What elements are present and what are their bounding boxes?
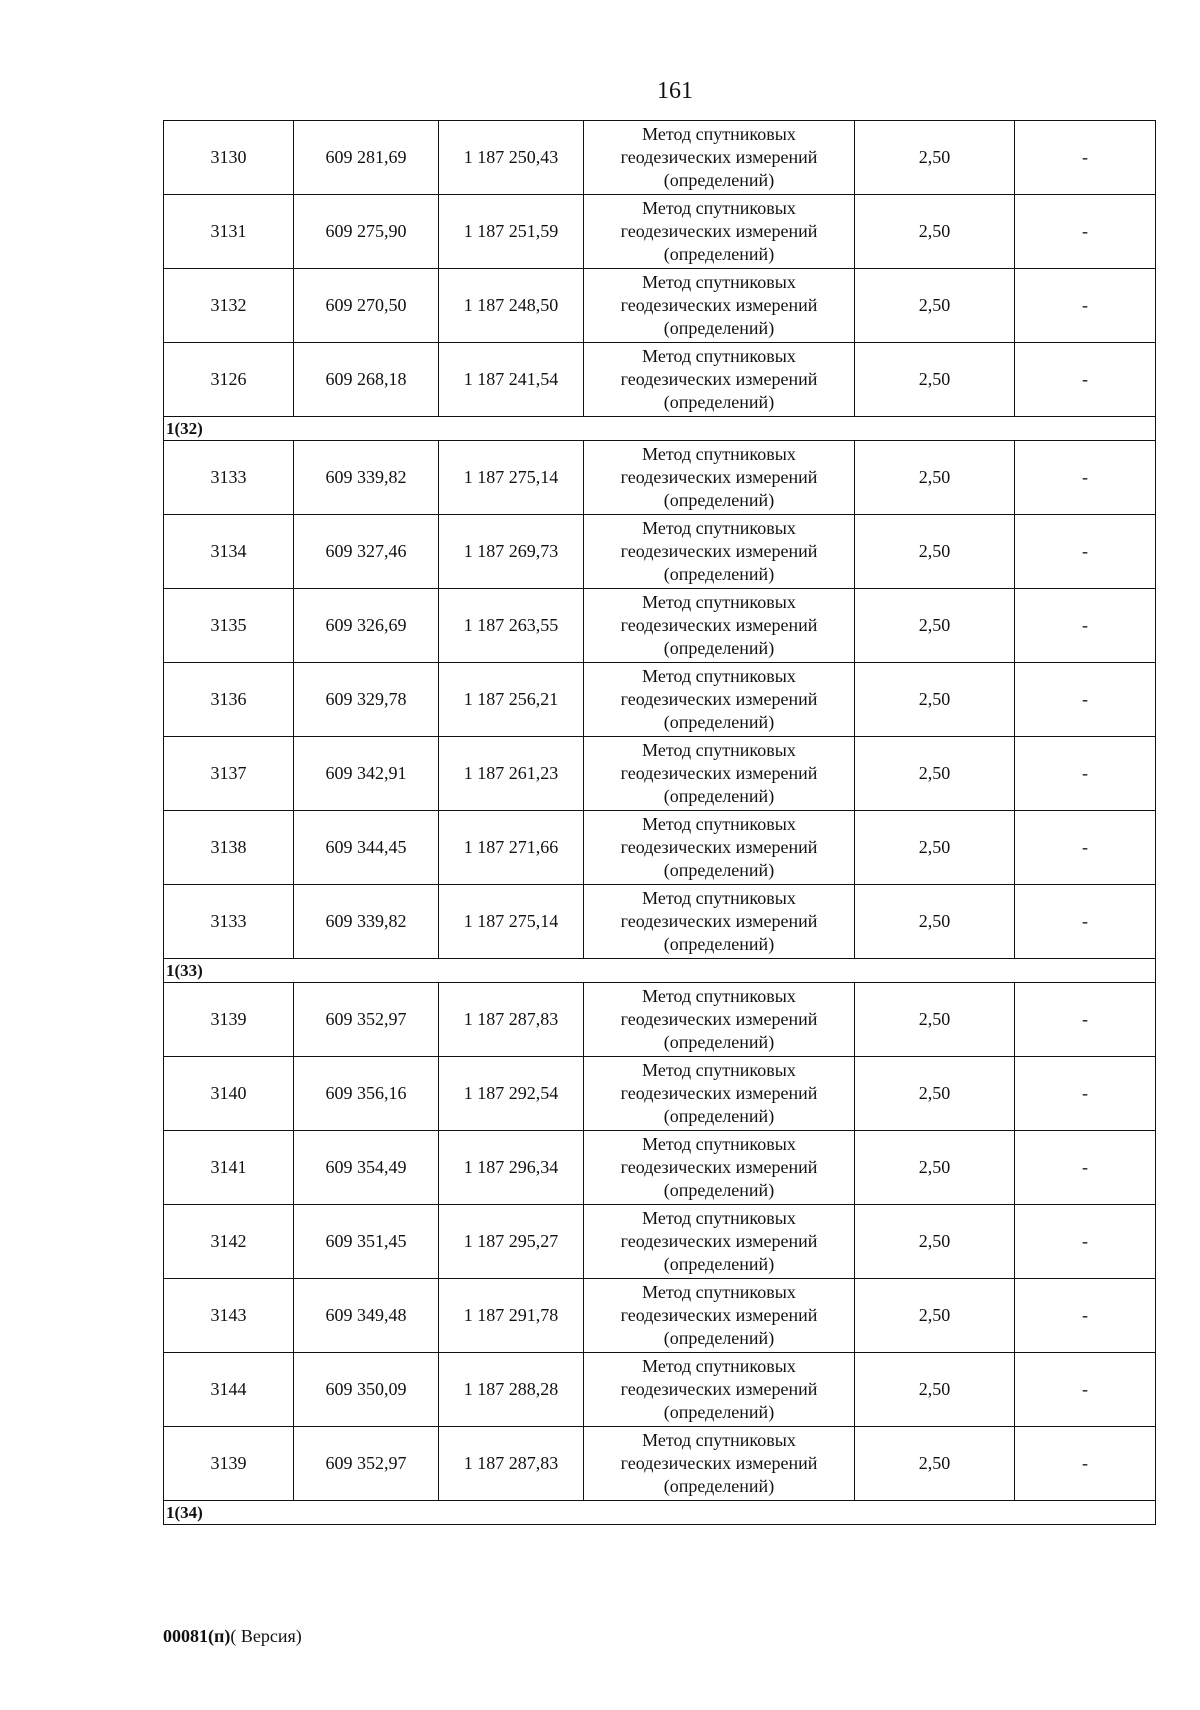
method-line: (определений) [663,1106,775,1126]
table-row [164,983,1156,1057]
contour-label: 1(34) [164,1501,1156,1525]
y-coordinate-cell: 1 187 295,27 [439,1205,584,1279]
table-row [164,269,1156,343]
accuracy-cell: 2,50 [855,1205,1015,1279]
method-cell [584,343,855,417]
point-id-cell: 3140 [164,1057,294,1131]
point-id-cell: 3143 [164,1279,294,1353]
point-id-cell: 3136 [164,663,294,737]
table-row [164,1279,1156,1353]
page-number: 161 [657,78,693,104]
note-cell: - [1015,1205,1156,1279]
method-line: Метод спутниковых [642,198,796,218]
method-line: (определений) [663,564,775,584]
method-cell [584,1205,855,1279]
x-coordinate-cell: 609 339,82 [294,885,439,959]
x-coordinate-cell: 609 327,46 [294,515,439,589]
footer-version: ( Версия) [230,1626,302,1646]
accuracy-cell: 2,50 [855,1131,1015,1205]
method-line: геодезических измерений [620,1083,818,1103]
x-coordinate-cell: 609 350,09 [294,1353,439,1427]
contour-label: 1(32) [164,417,1156,441]
x-coordinate-cell: 609 268,18 [294,343,439,417]
method-cell [584,121,855,195]
contour-label: 1(33) [164,959,1156,983]
accuracy-cell: 2,50 [855,737,1015,811]
method-line: геодезических измерений [620,1231,818,1251]
method-line: геодезических измерений [620,1305,818,1325]
point-id-cell: 3139 [164,1427,294,1501]
note-cell: - [1015,195,1156,269]
x-coordinate-cell: 609 342,91 [294,737,439,811]
contour-header-row [164,417,1156,441]
y-coordinate-cell: 1 187 263,55 [439,589,584,663]
accuracy-cell: 2,50 [855,1427,1015,1501]
y-coordinate-cell: 1 187 269,73 [439,515,584,589]
x-coordinate-cell: 609 270,50 [294,269,439,343]
accuracy-cell: 2,50 [855,269,1015,343]
method-line: (определений) [663,712,775,732]
table-row [164,441,1156,515]
x-coordinate-cell: 609 354,49 [294,1131,439,1205]
method-line: (определений) [663,638,775,658]
point-id-cell: 3133 [164,885,294,959]
coordinates-table [163,120,1156,1525]
accuracy-cell: 2,50 [855,885,1015,959]
accuracy-cell: 2,50 [855,811,1015,885]
note-cell: - [1015,1279,1156,1353]
method-line: Метод спутниковых [642,1356,796,1376]
table-row [164,885,1156,959]
note-cell: - [1015,1057,1156,1131]
accuracy-cell: 2,50 [855,441,1015,515]
note-cell: - [1015,737,1156,811]
table-row [164,811,1156,885]
table-row [164,121,1156,195]
y-coordinate-cell: 1 187 296,34 [439,1131,584,1205]
document-footer [163,1626,302,1647]
table-row [164,737,1156,811]
method-line: (определений) [663,392,775,412]
method-cell [584,589,855,663]
table-row [164,663,1156,737]
y-coordinate-cell: 1 187 251,59 [439,195,584,269]
method-line: Метод спутниковых [642,986,796,1006]
method-line: Метод спутниковых [642,666,796,686]
y-coordinate-cell: 1 187 250,43 [439,121,584,195]
method-line: Метод спутниковых [642,1208,796,1228]
method-line: (определений) [663,934,775,954]
method-line: Метод спутниковых [642,272,796,292]
y-coordinate-cell: 1 187 291,78 [439,1279,584,1353]
x-coordinate-cell: 609 275,90 [294,195,439,269]
method-line: геодезических измерений [620,541,818,561]
method-line: (определений) [663,1402,775,1422]
x-coordinate-cell: 609 281,69 [294,121,439,195]
method-cell [584,1279,855,1353]
point-id-cell: 3132 [164,269,294,343]
method-line: геодезических измерений [620,467,818,487]
method-cell [584,1427,855,1501]
method-line: (определений) [663,490,775,510]
point-id-cell: 3137 [164,737,294,811]
note-cell: - [1015,121,1156,195]
note-cell: - [1015,269,1156,343]
method-line: Метод спутниковых [642,518,796,538]
method-cell [584,885,855,959]
point-id-cell: 3139 [164,983,294,1057]
accuracy-cell: 2,50 [855,589,1015,663]
method-line: геодезических измерений [620,689,818,709]
point-id-cell: 3141 [164,1131,294,1205]
note-cell: - [1015,983,1156,1057]
x-coordinate-cell: 609 339,82 [294,441,439,515]
table-row [164,515,1156,589]
method-cell [584,811,855,885]
method-line: Метод спутниковых [642,814,796,834]
method-cell [584,1353,855,1427]
contour-header-row [164,959,1156,983]
coordinates-table-body [164,121,1156,1525]
method-cell [584,1057,855,1131]
y-coordinate-cell: 1 187 287,83 [439,983,584,1057]
table-row [164,589,1156,663]
method-cell [584,983,855,1057]
accuracy-cell: 2,50 [855,195,1015,269]
method-line: Метод спутниковых [642,444,796,464]
x-coordinate-cell: 609 352,97 [294,983,439,1057]
method-line: геодезических измерений [620,221,818,241]
method-line: Метод спутниковых [642,124,796,144]
point-id-cell: 3133 [164,441,294,515]
note-cell: - [1015,515,1156,589]
method-line: (определений) [663,1032,775,1052]
y-coordinate-cell: 1 187 261,23 [439,737,584,811]
point-id-cell: 3126 [164,343,294,417]
note-cell: - [1015,1131,1156,1205]
note-cell: - [1015,1427,1156,1501]
y-coordinate-cell: 1 187 275,14 [439,885,584,959]
point-id-cell: 3138 [164,811,294,885]
method-line: Метод спутниковых [642,1060,796,1080]
table-row [164,343,1156,417]
method-line: (определений) [663,170,775,190]
x-coordinate-cell: 609 356,16 [294,1057,439,1131]
note-cell: - [1015,663,1156,737]
method-line: Метод спутниковых [642,1282,796,1302]
contour-header-row [164,1501,1156,1525]
y-coordinate-cell: 1 187 287,83 [439,1427,584,1501]
table-row [164,1353,1156,1427]
method-cell [584,663,855,737]
method-cell [584,195,855,269]
x-coordinate-cell: 609 326,69 [294,589,439,663]
method-line: (определений) [663,1328,775,1348]
method-line: геодезических измерений [620,615,818,635]
table-row [164,1131,1156,1205]
method-line: геодезических измерений [620,837,818,857]
method-line: Метод спутниковых [642,346,796,366]
method-cell [584,269,855,343]
note-cell: - [1015,1353,1156,1427]
y-coordinate-cell: 1 187 241,54 [439,343,584,417]
y-coordinate-cell: 1 187 256,21 [439,663,584,737]
method-line: Метод спутниковых [642,1134,796,1154]
accuracy-cell: 2,50 [855,983,1015,1057]
x-coordinate-cell: 609 344,45 [294,811,439,885]
point-id-cell: 3142 [164,1205,294,1279]
accuracy-cell: 2,50 [855,1279,1015,1353]
method-line: геодезических измерений [620,1009,818,1029]
accuracy-cell: 2,50 [855,121,1015,195]
method-line: Метод спутниковых [642,740,796,760]
accuracy-cell: 2,50 [855,1353,1015,1427]
method-line: геодезических измерений [620,369,818,389]
method-line: Метод спутниковых [642,1430,796,1450]
table-row [164,1427,1156,1501]
accuracy-cell: 2,50 [855,343,1015,417]
table-row [164,195,1156,269]
method-line: (определений) [663,1254,775,1274]
method-line: (определений) [663,1476,775,1496]
point-id-cell: 3135 [164,589,294,663]
point-id-cell: 3131 [164,195,294,269]
y-coordinate-cell: 1 187 275,14 [439,441,584,515]
table-row [164,1205,1156,1279]
note-cell: - [1015,441,1156,515]
method-line: (определений) [663,1180,775,1200]
table-row [164,1057,1156,1131]
method-line: геодезических измерений [620,147,818,167]
note-cell: - [1015,589,1156,663]
method-line: геодезических измерений [620,1379,818,1399]
method-line: геодезических измерений [620,763,818,783]
method-line: геодезических измерений [620,1453,818,1473]
point-id-cell: 3134 [164,515,294,589]
note-cell: - [1015,343,1156,417]
method-line: геодезических измерений [620,295,818,315]
x-coordinate-cell: 609 352,97 [294,1427,439,1501]
method-line: Метод спутниковых [642,592,796,612]
accuracy-cell: 2,50 [855,663,1015,737]
note-cell: - [1015,811,1156,885]
method-line: Метод спутниковых [642,888,796,908]
x-coordinate-cell: 609 351,45 [294,1205,439,1279]
x-coordinate-cell: 609 349,48 [294,1279,439,1353]
y-coordinate-cell: 1 187 271,66 [439,811,584,885]
accuracy-cell: 2,50 [855,515,1015,589]
x-coordinate-cell: 609 329,78 [294,663,439,737]
note-cell: - [1015,885,1156,959]
method-cell [584,737,855,811]
point-id-cell: 3130 [164,121,294,195]
method-line: геодезических измерений [620,911,818,931]
method-line: (определений) [663,244,775,264]
method-line: (определений) [663,318,775,338]
accuracy-cell: 2,50 [855,1057,1015,1131]
method-cell [584,441,855,515]
y-coordinate-cell: 1 187 288,28 [439,1353,584,1427]
method-cell [584,515,855,589]
point-id-cell: 3144 [164,1353,294,1427]
method-cell [584,1131,855,1205]
method-line: (определений) [663,860,775,880]
footer-code: 00081(п) [163,1626,231,1646]
method-line: (определений) [663,786,775,806]
y-coordinate-cell: 1 187 248,50 [439,269,584,343]
y-coordinate-cell: 1 187 292,54 [439,1057,584,1131]
method-line: геодезических измерений [620,1157,818,1177]
